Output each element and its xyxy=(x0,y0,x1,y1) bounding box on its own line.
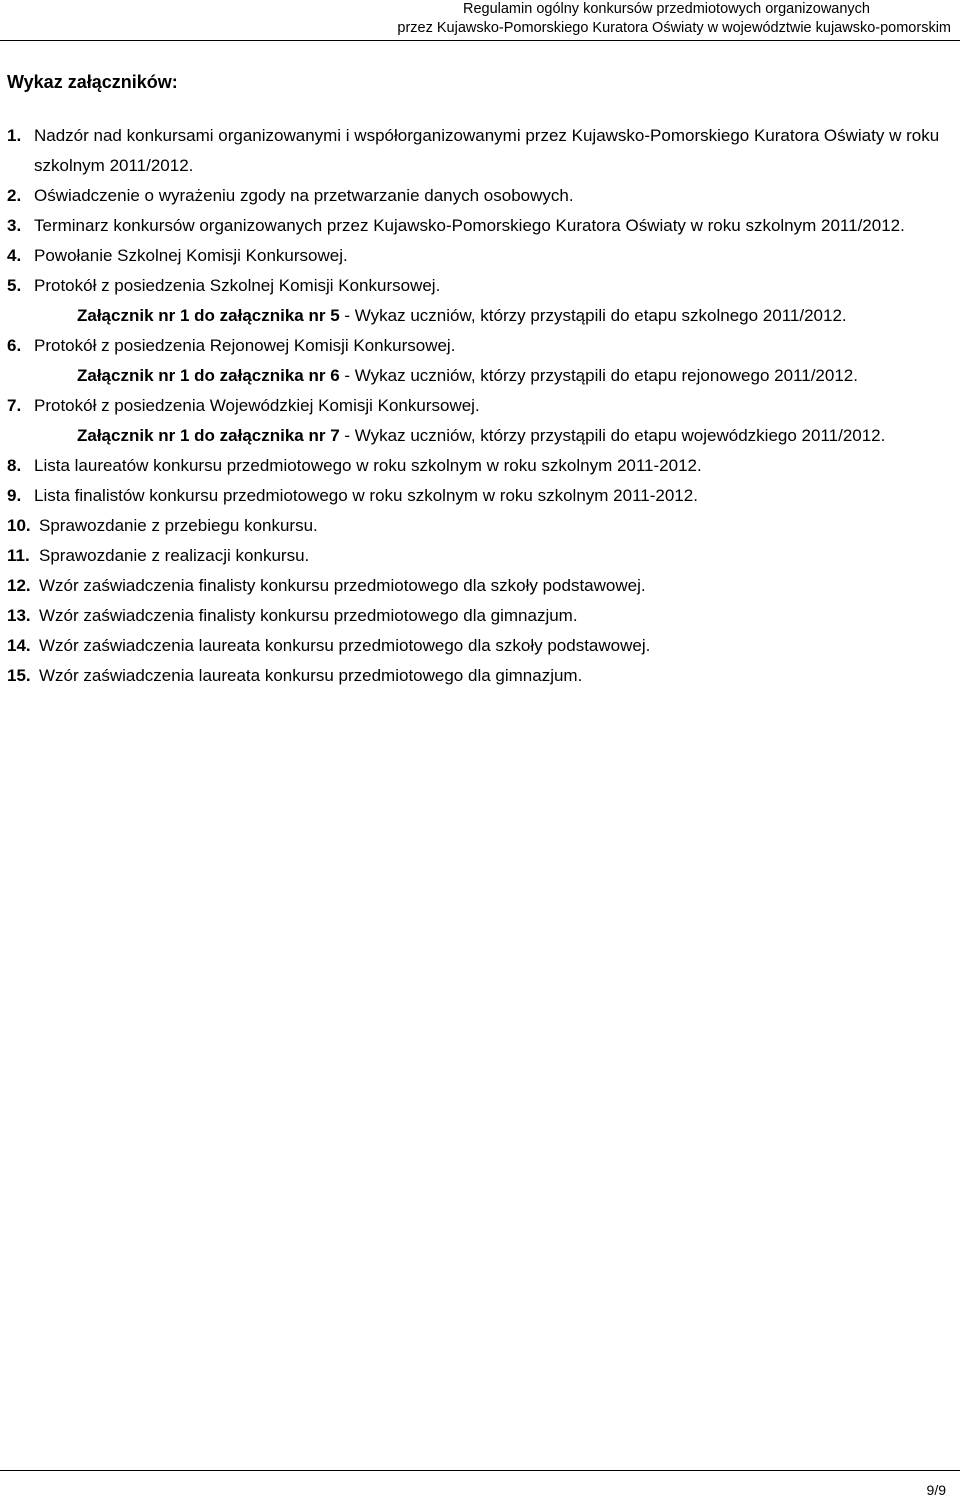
sub-attachment-text: - Wykaz uczniów, którzy przystąpili do etapu wojewódzkiego 2011/2012. xyxy=(339,426,886,445)
list-item xyxy=(7,451,955,481)
list-item xyxy=(7,481,955,511)
item-number: 3. xyxy=(7,216,22,235)
item-number: 8. xyxy=(7,456,22,475)
list-item xyxy=(7,271,955,301)
list-item xyxy=(7,121,955,181)
sub-attachment-label: Załącznik nr 1 do załącznika nr 5 xyxy=(77,306,340,325)
list-item xyxy=(7,661,955,691)
item-text: Wzór zaświadczenia finalisty konkursu przedmiotowego dla gimnazjum. xyxy=(39,606,578,625)
item-text: Wzór zaświadczenia finalisty konkursu przedmiotowego dla szkoły podstawowej. xyxy=(39,576,646,595)
item-text: Powołanie Szkolnej Komisji Konkursowej. xyxy=(34,246,348,265)
item-text: Wzór zaświadczenia laureata konkursu przedmiotowego dla szkoły podstawowej. xyxy=(39,636,651,655)
list-item xyxy=(7,601,955,631)
sub-attachment-text: - Wykaz uczniów, którzy przystąpili do etapu szkolnego 2011/2012. xyxy=(339,306,847,325)
header-line-2: przez Kujawsko-Pomorskiego Kuratora Oświaty w województwie kujawsko-pomorskim xyxy=(397,20,951,36)
item-number: 5. xyxy=(7,276,22,295)
item-text: Sprawozdanie z przebiegu konkursu. xyxy=(39,516,318,535)
list-item xyxy=(7,631,955,661)
item-number: 15. xyxy=(7,666,31,685)
item-text: Protokół z posiedzenia Szkolnej Komisji Konkursowej. xyxy=(34,276,441,295)
item-text: Lista laureatów konkursu przedmiotowego w roku szkolnym w roku szkolnym 2011-2012. xyxy=(34,456,702,475)
list-item xyxy=(7,391,955,421)
item-number: 7. xyxy=(7,396,22,415)
item-text: Terminarz konkursów organizowanych przez Kujawsko-Pomorskiego Kuratora Oświaty w roku szkolnym 2011/2012. xyxy=(34,216,905,235)
list-item xyxy=(7,541,955,571)
item-number: 12. xyxy=(7,576,31,595)
sub-attachment-label: Załącznik nr 1 do załącznika nr 7 xyxy=(77,426,340,445)
item-number: 2. xyxy=(7,186,22,205)
item-number: 11. xyxy=(7,546,30,565)
page-header xyxy=(0,0,960,40)
item-number: 10. xyxy=(7,516,31,535)
page-number: 9/9 xyxy=(926,1482,946,1498)
attachments-list xyxy=(7,121,955,691)
item-text: Protokół z posiedzenia Wojewódzkiej Komisji Konkursowej. xyxy=(34,396,480,415)
header-divider xyxy=(0,40,960,41)
page-title: Wykaz załączników: xyxy=(7,72,178,92)
item-number: 4. xyxy=(7,246,22,265)
footer-divider xyxy=(0,1470,960,1471)
item-text: Wzór zaświadczenia laureata konkursu przedmiotowego dla gimnazjum. xyxy=(39,666,583,685)
list-item xyxy=(7,211,955,241)
sub-attachment-text: - Wykaz uczniów, którzy przystąpili do etapu rejonowego 2011/2012. xyxy=(339,366,858,385)
item-number: 14. xyxy=(7,636,31,655)
item-number: 1. xyxy=(7,126,22,145)
item-text: Sprawozdanie z realizacji konkursu. xyxy=(39,546,310,565)
list-item xyxy=(7,181,955,211)
item-text: Nadzór nad konkursami organizowanymi i współorganizowanymi przez Kujawsko-Pomorskiego Kuratora Oświaty w roku szkolnym 2011/2012. xyxy=(34,126,940,175)
item-number: 6. xyxy=(7,336,22,355)
list-item xyxy=(7,241,955,271)
list-item xyxy=(7,331,955,361)
item-text: Lista finalistów konkursu przedmiotowego w roku szkolnym w roku szkolnym 2011-2012. xyxy=(34,486,698,505)
header-line-1: Regulamin ogólny konkursów przedmiotowych organizowanych xyxy=(462,1,870,17)
item-number: 13. xyxy=(7,606,31,625)
sub-attachment xyxy=(77,301,955,331)
list-item xyxy=(7,571,955,601)
item-text: Oświadczenie o wyrażeniu zgody na przetwarzanie danych osobowych. xyxy=(34,186,574,205)
list-item xyxy=(7,511,955,541)
sub-attachment xyxy=(77,361,955,391)
sub-attachment xyxy=(77,421,955,451)
item-text: Protokół z posiedzenia Rejonowej Komisji Konkursowej. xyxy=(34,336,456,355)
sub-attachment-label: Załącznik nr 1 do załącznika nr 6 xyxy=(77,366,340,385)
item-number: 9. xyxy=(7,486,22,505)
